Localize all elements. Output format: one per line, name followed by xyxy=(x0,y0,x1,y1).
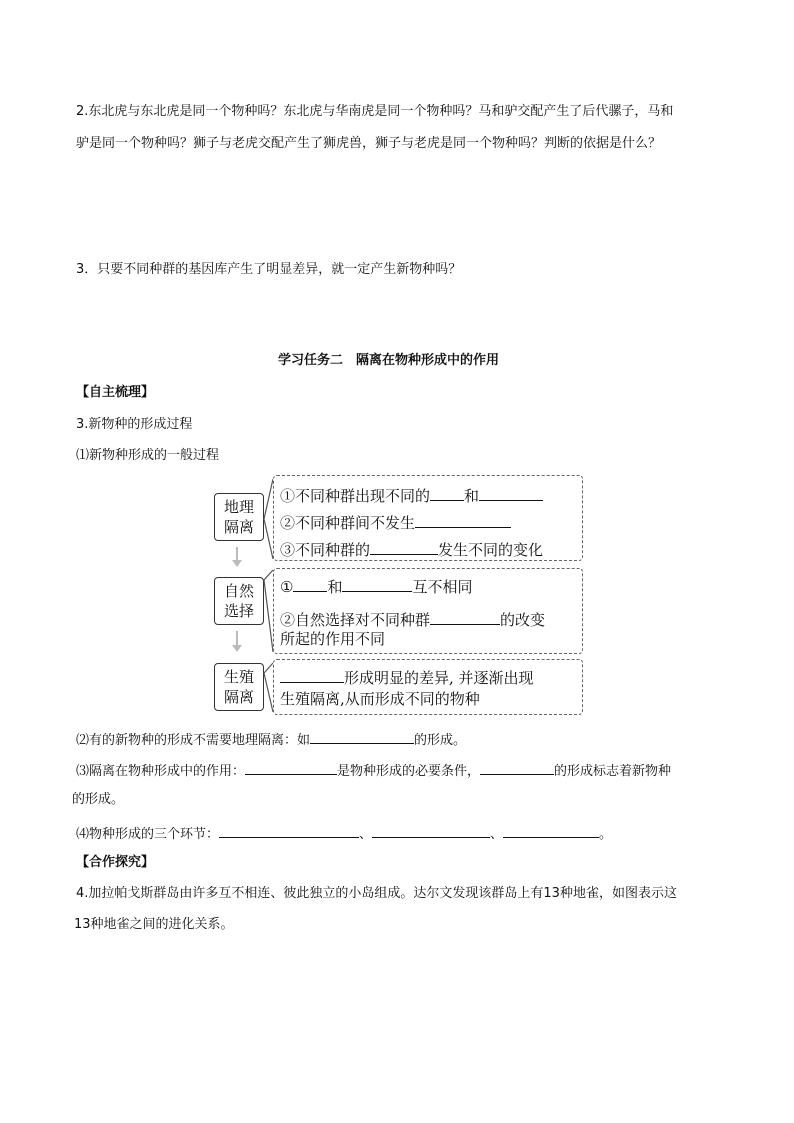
box-text: ②自然选择对不同种群 xyxy=(280,611,431,629)
sub-3-text: 的形成标志着新物种 xyxy=(554,764,672,779)
section-cooperative: 【合作探究】 xyxy=(76,855,155,870)
fill-blank[interactable] xyxy=(280,665,344,683)
sub-2-text: ⑵有的新物种的形成不需要地理隔离：如 xyxy=(76,733,311,748)
fill-blank[interactable] xyxy=(480,760,554,775)
fill-blank[interactable] xyxy=(372,823,490,838)
item-3-heading: 3.新物种的形成过程 xyxy=(76,417,193,432)
sub-1-heading: ⑴新物种形成的一般过程 xyxy=(76,448,220,463)
fill-blank[interactable] xyxy=(479,483,543,501)
fill-blank[interactable] xyxy=(342,574,412,592)
box-text: 和 xyxy=(464,487,480,505)
description-box-3 xyxy=(273,659,583,715)
fill-blank[interactable] xyxy=(219,823,359,838)
sub-3-text: 是物种形成的必要条件， xyxy=(337,764,481,779)
fill-blank[interactable] xyxy=(310,729,414,744)
box-text: 所起的作用不同 xyxy=(280,630,386,648)
fill-blank[interactable] xyxy=(430,483,464,501)
box-text: ① xyxy=(280,578,294,596)
arrow-down-icon xyxy=(232,645,242,652)
fill-blank[interactable] xyxy=(245,760,337,775)
question-2-line2: 驴是同一个物种吗？狮子与老虎交配产生了狮虎兽，狮子与老虎是同一个物种吗？判断的依据是什么？ xyxy=(76,136,662,151)
sub-4-sep: 、 xyxy=(359,827,373,842)
sub-3 xyxy=(76,760,671,781)
section-self-study: 【自主梳理】 xyxy=(76,385,155,400)
stage-reproductive-isolation xyxy=(214,663,264,711)
box-text: ③不同种群的 xyxy=(280,541,371,559)
arrow-down xyxy=(236,547,238,561)
question-4-line1: 4.加拉帕戈斯群岛由许多互不相连、彼此独立的小岛组成。达尔文发现该群岛上有13种地雀，如图表示这 xyxy=(76,886,677,901)
box-text: ①不同种群出现不同的 xyxy=(280,487,431,505)
box-text: 的改变 xyxy=(500,611,546,629)
stage-label: 选择 xyxy=(223,602,254,620)
fill-blank[interactable] xyxy=(430,607,500,625)
fill-blank[interactable] xyxy=(370,537,438,555)
sub-3-cont: 的形成。 xyxy=(72,792,125,807)
question-2-line1: 2.东北虎与东北虎是同一个物种吗？东北虎与华南虎是同一个物种吗？马和驴交配产生了后代骡子，马和 xyxy=(76,104,674,119)
stage-geographic-isolation xyxy=(214,493,264,541)
sub-4-text: ⑷物种形成的三个环节： xyxy=(76,827,220,842)
stage-natural-selection xyxy=(214,577,264,625)
box-text: 和 xyxy=(327,578,343,596)
sub-3-text: ⑶隔离在物种形成中的作用： xyxy=(76,764,246,779)
box-text: 生殖隔离,从而形成不同的物种 xyxy=(280,690,480,708)
stage-label: 隔离 xyxy=(223,518,254,536)
box-text: 互不相同 xyxy=(412,578,473,596)
arrow-down xyxy=(236,631,238,646)
fill-blank[interactable] xyxy=(503,823,599,838)
box-text: 形成明显的差异, 并逐渐出现 xyxy=(344,669,534,687)
box-text: ②不同种群间不发生 xyxy=(280,514,416,532)
description-box-2 xyxy=(273,568,583,654)
fill-blank[interactable] xyxy=(415,510,511,528)
sub-2-text: 的形成。 xyxy=(414,733,467,748)
question-3: 3．只要不同种群的基因库产生了明显差异，就一定产生新物种吗？ xyxy=(76,262,462,277)
sub-4-sep: 、 xyxy=(490,827,504,842)
stage-label: 隔离 xyxy=(223,688,254,706)
fill-blank[interactable] xyxy=(293,574,327,592)
sub-4-end: 。 xyxy=(599,827,613,842)
sub-2 xyxy=(76,729,466,750)
description-box-1 xyxy=(273,475,583,561)
stage-label: 地理 xyxy=(223,498,254,516)
question-4-line2: 13种地雀之间的进化关系。 xyxy=(74,917,234,932)
stage-label: 自然 xyxy=(223,582,254,600)
stage-label: 生殖 xyxy=(223,668,254,686)
sub-4 xyxy=(76,823,612,844)
task-title: 学习任务二 隔离在物种形成中的作用 xyxy=(278,353,500,368)
box-text: 发生不同的变化 xyxy=(438,541,544,559)
arrow-down-icon xyxy=(232,560,242,567)
